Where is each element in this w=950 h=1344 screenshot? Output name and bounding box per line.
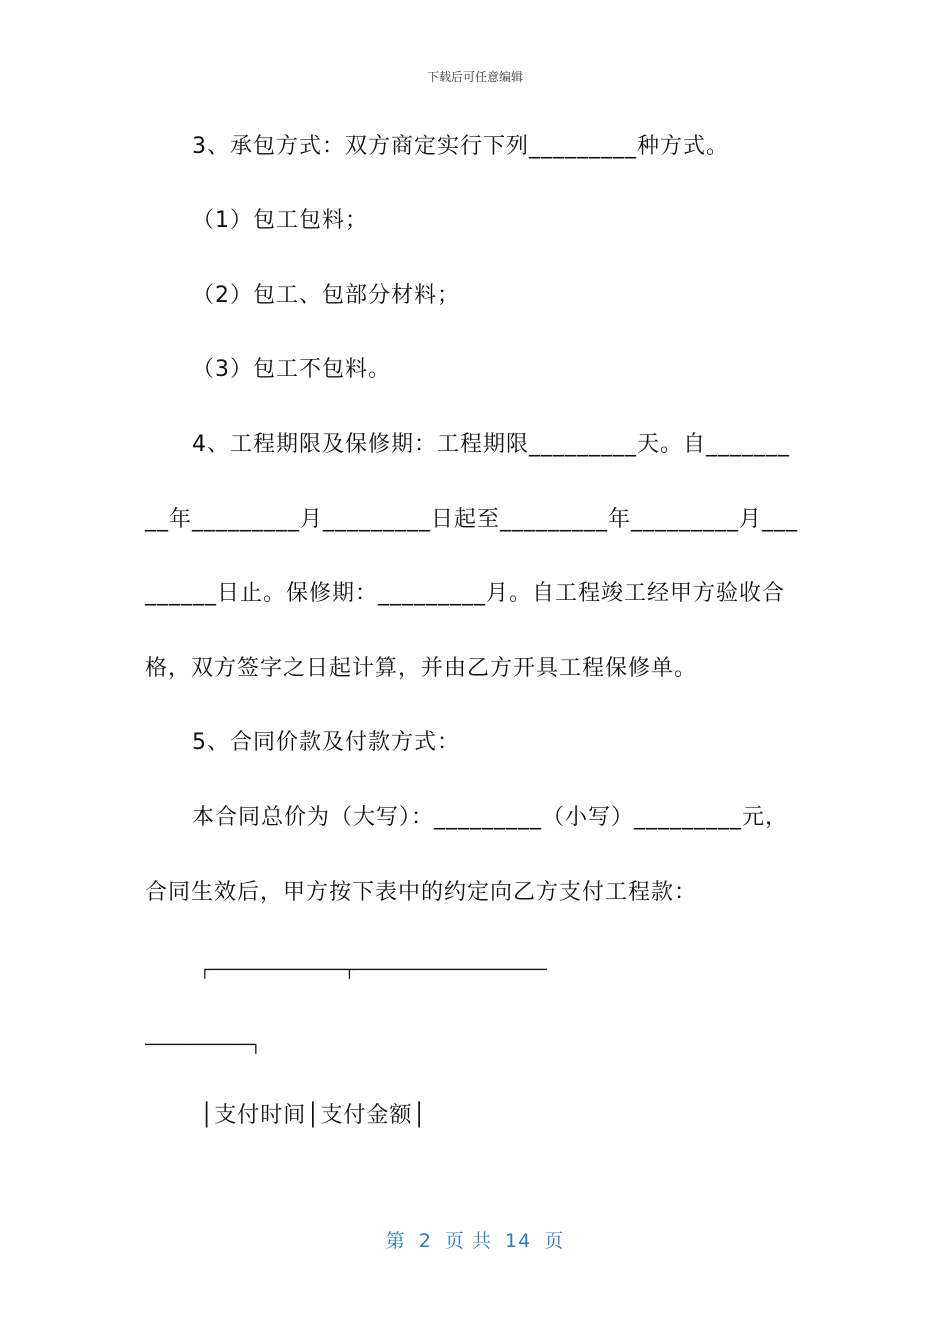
clause-5-line: 5、合同价款及付款方式： [192,730,460,755]
page-footer [0,1226,950,1253]
table-header-row: │支付时间│支付金额│ [200,1103,427,1128]
page-total: 14 [505,1230,532,1252]
clause-4-line-2: __年_________月_________日起至_________年_________月___ [145,507,799,532]
page-suffix: 页 [544,1230,565,1252]
clause-4-line-3: ______日止。保修期：_________月。自工程竣工经甲方验收合 [145,581,786,606]
clause-4-line-4: 格，双方签字之日起计算，并由乙方开具工程保修单。 [145,656,698,681]
page-current: 2 [418,1230,432,1252]
page-prefix: 第 [385,1230,406,1252]
option-3-line: （3）包工不包料。 [192,357,391,382]
clause-3-line: 3、承包方式：双方商定实行下列_________种方式。 [192,134,729,159]
table-top-border: ┌──────────────┬──────────────────── [200,960,547,979]
page-middle: 页 共 [444,1230,492,1252]
table-top-border-end: ───────────┐ [145,1035,261,1054]
clause-4-line-1: 4、工程期限及保修期：工程期限_________天。自_______ [192,432,790,457]
total-price-line: 本合同总价为（大写）：_________（小写）_________元， [192,805,789,830]
payment-intro-line: 合同生效后，甲方按下表中的约定向乙方支付工程款： [145,880,698,905]
header-note: 下载后可任意编辑 [426,70,523,84]
option-2-line: （2）包工、包部分材料； [192,283,460,308]
option-1-line: （1）包工包料； [192,208,368,233]
